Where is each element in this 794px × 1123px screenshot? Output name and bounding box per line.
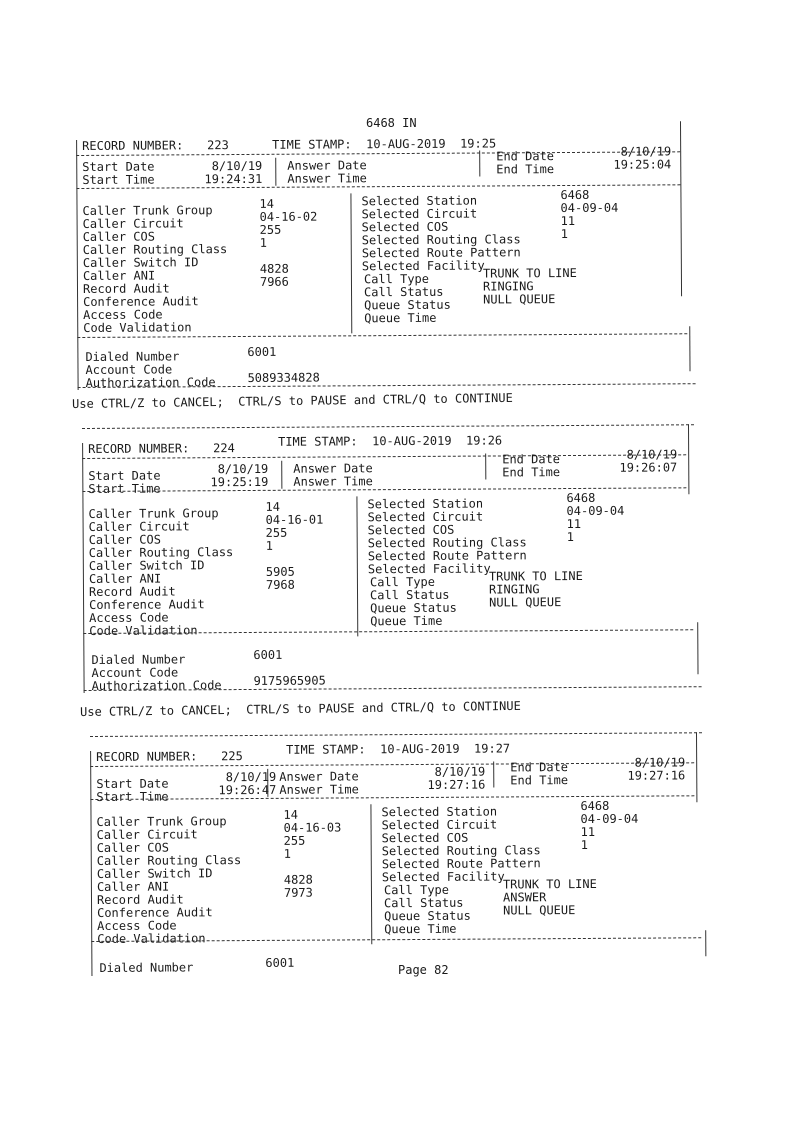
queue-status-label: Queue Status: [364, 297, 451, 313]
divider: [370, 804, 372, 944]
record-audit: 7968: [265, 577, 295, 592]
caller-switch-id-label: Caller Switch ID: [82, 255, 199, 270]
dialed-number-label: Dialed Number: [85, 349, 180, 364]
control-prompt: Use CTRL/Z to CANCEL; CTRL/S to PAUSE and CTRL/Q to CONTINUE: [79, 698, 521, 719]
selected-circuit: 04-09-04: [580, 811, 639, 827]
caller-trunk-group: 14: [265, 499, 280, 514]
record-number-label: RECORD NUMBER:: [88, 441, 190, 456]
divider: [696, 732, 697, 802]
record-audit-label: Record Audit: [96, 892, 184, 907]
divider: [90, 732, 702, 737]
end-time: 19:25:04: [613, 157, 672, 172]
selected-route-pattern-label: Selected Route Pattern: [381, 856, 541, 872]
end-time-label: End Time: [496, 162, 555, 177]
call-status: RINGING: [482, 279, 534, 294]
time-stamp: 10-AUG-2019 19:26: [372, 433, 503, 449]
selected-routing-class: 1: [580, 837, 588, 853]
answer-time-label: Answer Time: [287, 171, 367, 186]
divider: [688, 424, 689, 494]
dialed-number: 6001: [247, 344, 277, 359]
selected-circuit-label: Selected Circuit: [381, 817, 498, 833]
record-number: 224: [213, 441, 235, 456]
selected-circuit-label: Selected Circuit: [361, 206, 478, 222]
divider: [697, 622, 698, 674]
call-status-label: Call Status: [363, 284, 444, 300]
end-date: 8/10/19: [620, 144, 672, 159]
caller-trunk-group-label: Caller Trunk Group: [82, 203, 213, 218]
conference-audit-label: Conference Audit: [89, 597, 205, 612]
end-date: 8/10/19: [626, 447, 678, 462]
start-date-label: Start Date: [82, 159, 155, 174]
control-prompt: Use CTRL/Z to CANCEL; CTRL/S to PAUSE and CTRL/Q to CONTINUE: [71, 390, 513, 411]
authorization-code-label: Authorization Code: [91, 678, 222, 693]
record-audit: 7973: [283, 885, 313, 900]
selected-cos: 11: [580, 824, 596, 840]
selected-facility-label: Selected Facility: [381, 869, 505, 885]
caller-switch-id-label: Caller Switch ID: [88, 558, 205, 573]
time-stamp: 10-AUG-2019 19:27: [380, 741, 511, 757]
start-date-label: Start Date: [96, 776, 169, 791]
selected-routing-class-label: Selected Routing Class: [361, 232, 521, 248]
call-type-label: Call Type: [383, 882, 450, 898]
caller-routing-class-label: Caller Routing Class: [96, 853, 242, 868]
code-validation-label: Code Validation: [83, 320, 192, 335]
answer-date-label: Answer Date: [293, 461, 373, 476]
caller-cos-label: Caller COS: [88, 532, 161, 547]
end-date-label: End Date: [510, 760, 569, 775]
divider: [689, 326, 690, 371]
selected-cos-label: Selected COS: [381, 830, 469, 846]
call-type: TRUNK TO LINE: [482, 265, 577, 281]
end-time-label: End Time: [510, 773, 569, 788]
caller-ani-label: Caller ANI: [96, 879, 170, 894]
end-time: 19:26:07: [619, 460, 678, 475]
caller-circuit-label: Caller Circuit: [82, 216, 184, 231]
selected-cos: 11: [566, 516, 582, 532]
end-date-label: End Date: [496, 149, 555, 164]
dialed-number-label: Dialed Number: [99, 960, 194, 975]
selected-station: 6468: [566, 490, 596, 506]
caller-trunk-group-label: Caller Trunk Group: [88, 506, 219, 521]
queue-status: NULL QUEUE: [483, 292, 556, 307]
caller-circuit: 04-16-02: [259, 209, 318, 224]
access-code-label: Access Code: [97, 918, 177, 933]
divider: [76, 184, 680, 189]
caller-circuit-label: Caller Circuit: [88, 519, 190, 534]
answer-date: 8/10/19: [434, 764, 486, 779]
divider: [281, 461, 282, 489]
time-stamp: 10-AUG-2019 19:25: [366, 136, 497, 152]
divider: [82, 487, 686, 492]
selected-station-label: Selected Station: [381, 804, 498, 820]
queue-time-label: Queue Time: [364, 310, 437, 326]
end-time-label: End Time: [502, 465, 561, 480]
record-number: 225: [221, 749, 243, 764]
start-time-label: Start Time: [88, 481, 161, 496]
end-date: 8/10/19: [634, 755, 686, 770]
call-record: [82, 424, 704, 698]
selected-facility-label: Selected Facility: [367, 561, 491, 577]
selected-station-label: Selected Station: [361, 193, 478, 209]
answer-date-label: Answer Date: [279, 769, 359, 784]
divider: [82, 443, 85, 693]
caller-trunk-group-label: Caller Trunk Group: [96, 814, 227, 829]
divider: [680, 121, 682, 296]
account-code-label: Account Code: [91, 665, 179, 680]
record-audit: 7966: [259, 274, 289, 289]
answer-time-label: Answer Time: [279, 782, 359, 797]
start-time: 19:24:31: [204, 171, 263, 187]
start-time-label: Start Time: [82, 172, 155, 187]
answer-time: 19:27:16: [427, 777, 486, 792]
start-time: 19:26:47: [218, 782, 277, 798]
selected-station: 6468: [580, 798, 610, 814]
caller-cos: 255: [259, 222, 282, 237]
caller-ani-label: Caller ANI: [82, 268, 156, 283]
record-audit-label: Record Audit: [88, 584, 176, 599]
dialed-number: 6001: [253, 647, 283, 662]
caller-switch-id-label: Caller Switch ID: [96, 866, 213, 881]
record-number-label: RECORD NUMBER:: [82, 138, 184, 153]
divider: [90, 751, 92, 976]
divider: [705, 930, 706, 956]
caller-routing-class-label: Caller Routing Class: [88, 545, 234, 560]
divider: [82, 424, 694, 429]
end-time: 19:27:16: [627, 768, 686, 783]
divider: [350, 193, 352, 333]
caller-circuit-label: Caller Circuit: [96, 827, 198, 842]
divider: [479, 151, 480, 177]
call-record: [76, 121, 698, 395]
queue-status-label: Queue Status: [370, 600, 457, 616]
selected-route-pattern-label: Selected Route Pattern: [367, 548, 527, 564]
start-date: 8/10/19: [225, 769, 277, 785]
caller-routing-class: 1: [259, 235, 268, 250]
selected-cos: 11: [560, 213, 576, 229]
end-date-label: End Date: [502, 452, 561, 467]
queue-time-label: Queue Time: [384, 921, 457, 937]
dialed-number: 6001: [265, 955, 295, 970]
selected-circuit: 04-09-04: [566, 503, 625, 519]
queue-time-label: Queue Time: [370, 613, 443, 629]
access-code-label: Access Code: [89, 610, 169, 625]
authorization-code: 9175965905: [253, 673, 326, 688]
start-time-label: Start Time: [96, 789, 169, 804]
divider: [356, 496, 358, 636]
authorization-code: 5089334828: [247, 370, 320, 385]
call-status-label: Call Status: [383, 895, 464, 911]
caller-circuit: 04-16-03: [283, 820, 342, 835]
selected-routing-class-label: Selected Routing Class: [367, 535, 527, 551]
call-type: TRUNK TO LINE: [488, 568, 583, 584]
code-validation-label: Code Validation: [89, 623, 198, 638]
selected-station-label: Selected Station: [367, 496, 484, 512]
call-type: TRUNK TO LINE: [502, 876, 597, 892]
time-stamp-label: TIME STAMP:: [286, 742, 366, 757]
extension-header: 6468 IN: [366, 116, 417, 130]
caller-routing-class: 1: [283, 846, 292, 861]
divider: [485, 454, 486, 480]
selected-routing-class: 1: [566, 529, 574, 545]
selected-station: 6468: [560, 187, 590, 203]
code-validation-label: Code Validation: [97, 931, 206, 946]
authorization-code-label: Authorization Code: [85, 375, 216, 390]
selected-routing-class: 1: [560, 226, 568, 242]
caller-cos: 255: [283, 833, 306, 848]
conference-audit-label: Conference Audit: [83, 294, 199, 309]
caller-circuit: 04-16-01: [265, 512, 324, 527]
start-date: 8/10/19: [211, 158, 263, 174]
call-status: RINGING: [488, 582, 540, 597]
selected-facility-label: Selected Facility: [361, 258, 485, 274]
caller-trunk-group: 14: [259, 196, 274, 211]
record-number: 223: [207, 138, 229, 153]
access-code-label: Access Code: [83, 307, 163, 322]
divider: [275, 158, 276, 186]
start-date-label: Start Date: [88, 468, 161, 483]
caller-routing-class: 1: [265, 538, 274, 553]
selected-cos-label: Selected COS: [361, 219, 449, 235]
call-type-label: Call Type: [363, 271, 430, 287]
conference-audit-label: Conference Audit: [97, 905, 213, 920]
selected-cos-label: Selected COS: [367, 522, 455, 538]
queue-status: NULL QUEUE: [489, 595, 562, 610]
answer-time-label: Answer Time: [293, 474, 373, 489]
caller-trunk-group: 14: [283, 807, 298, 822]
time-stamp-label: TIME STAMP:: [278, 434, 358, 449]
selected-routing-class-label: Selected Routing Class: [381, 843, 541, 859]
start-date: 8/10/19: [217, 461, 269, 477]
call-type-label: Call Type: [369, 574, 436, 590]
caller-ani: 5905: [265, 564, 295, 579]
start-time: 19:25:19: [210, 474, 269, 490]
divider: [76, 140, 79, 390]
divider: [267, 769, 268, 797]
answer-date-label: Answer Date: [287, 158, 367, 173]
selected-circuit: 04-09-04: [560, 200, 619, 216]
caller-cos: 255: [265, 525, 288, 540]
call-status: ANSWER: [502, 890, 547, 905]
caller-cos-label: Caller COS: [96, 840, 169, 855]
page-number: Page 82: [398, 963, 449, 977]
divider: [493, 762, 494, 788]
caller-ani-label: Caller ANI: [88, 571, 162, 586]
call-status-label: Call Status: [369, 587, 450, 603]
selected-circuit-label: Selected Circuit: [367, 509, 484, 525]
time-stamp-label: TIME STAMP:: [272, 137, 352, 152]
call-record: [90, 732, 711, 976]
queue-status: NULL QUEUE: [503, 903, 576, 918]
caller-ani: 4828: [283, 872, 313, 887]
caller-routing-class-label: Caller Routing Class: [82, 242, 228, 257]
account-code-label: Account Code: [85, 362, 173, 377]
selected-route-pattern-label: Selected Route Pattern: [361, 245, 521, 261]
dialed-number-label: Dialed Number: [91, 652, 186, 667]
caller-cos-label: Caller COS: [82, 229, 155, 244]
record-number-label: RECORD NUMBER:: [96, 749, 198, 764]
record-audit-label: Record Audit: [82, 281, 170, 296]
caller-ani: 4828: [259, 261, 289, 276]
queue-status-label: Queue Status: [384, 908, 471, 924]
